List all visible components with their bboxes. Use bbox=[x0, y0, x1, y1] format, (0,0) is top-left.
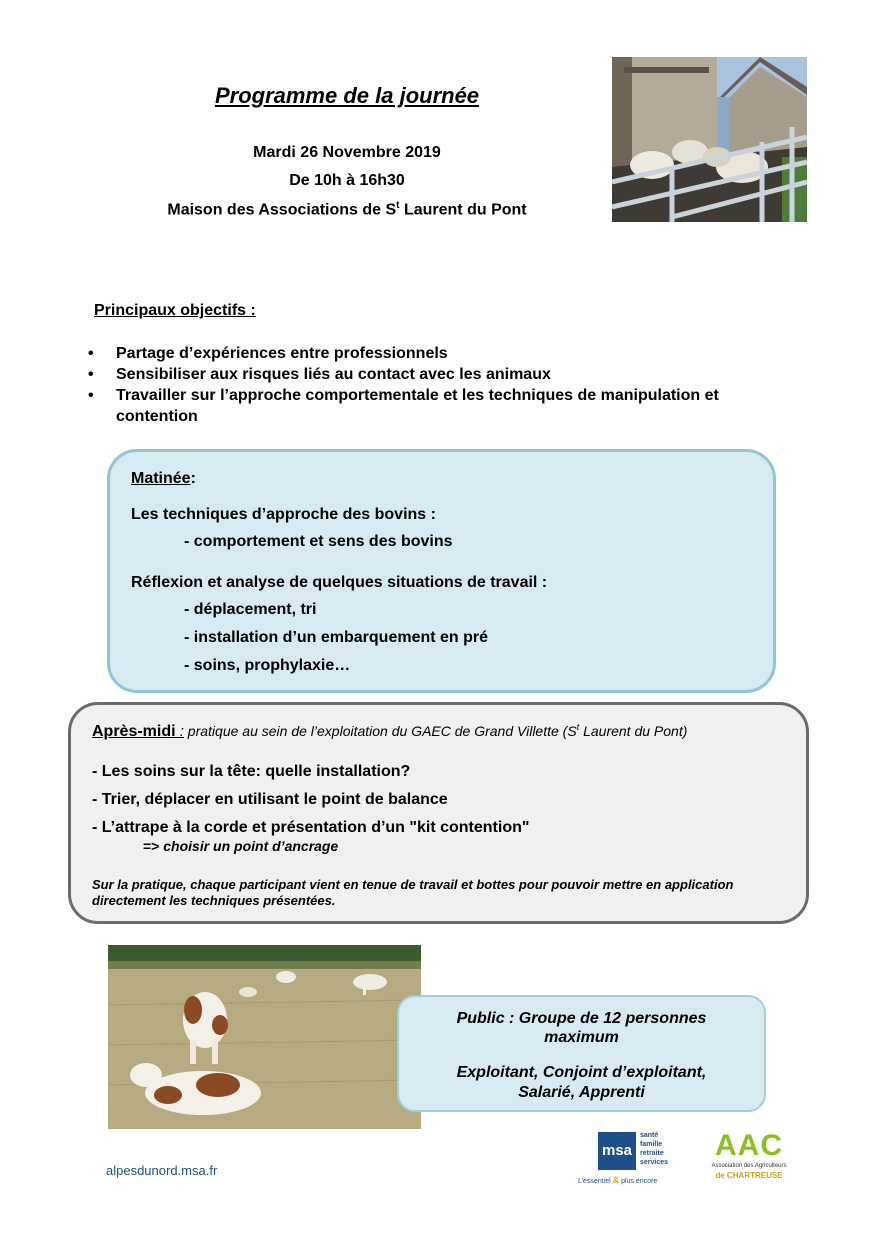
msa-tagline: santé famille retraite services bbox=[640, 1132, 669, 1166]
afternoon-note: Sur la pratique, chaque participant vient en tenue de travail et bottes pour pouvoir mettre en application directement les techniques présentées. bbox=[92, 877, 734, 908]
afternoon-item: - Trier, déplacer en utilisant le point de balance bbox=[92, 791, 448, 808]
morning-item: - comportement et sens des bovins bbox=[184, 533, 453, 550]
objectives-heading: Principaux objectifs : bbox=[94, 302, 256, 319]
place-suffix: Laurent du Pont bbox=[399, 201, 527, 219]
bullet-icon: • bbox=[88, 387, 94, 404]
afternoon-subnote: => choisir un point d’ancrage bbox=[143, 838, 339, 854]
audience-roles: Exploitant, Conjoint d’exploitant, Salarié, Apprenti bbox=[456, 1064, 707, 1101]
morning-section-1: Les techniques d’approche des bovins : bbox=[131, 506, 436, 523]
morning-heading: Matinée: bbox=[131, 470, 196, 487]
event-place bbox=[0, 200, 694, 219]
afternoon-item: - L’attrape à la corde et présentation d’un "kit contention" bbox=[92, 819, 530, 836]
objective-item: • Travailler sur l’approche comportementale et les techniques de manipulation et contention bbox=[88, 387, 719, 425]
event-date: Mardi 26 Novembre 2019 bbox=[253, 144, 441, 161]
morning-item: - soins, prophylaxie… bbox=[184, 657, 351, 674]
objective-item: • Partage d’expériences entre professionnels bbox=[88, 345, 448, 362]
morning-item: - installation d’un embarquement en pré bbox=[184, 629, 489, 646]
aac-logo: AAC Association des Agriculteurs de CHARTREUSE bbox=[711, 1129, 787, 1180]
objective-item: • Sensibiliser aux risques liés au contact avec les animaux bbox=[88, 366, 551, 383]
objectives-list bbox=[88, 343, 798, 427]
msa-logo: msa santé famille retraite services L’essentiel & plus encore bbox=[578, 1132, 669, 1185]
bullet-icon: • bbox=[88, 345, 94, 362]
msa-slogan: L’essentiel & plus encore bbox=[578, 1175, 658, 1185]
bullet-icon: • bbox=[88, 366, 94, 383]
afternoon-item: - Les soins sur la tête: quelle installation? bbox=[92, 763, 411, 780]
place-superscript: t bbox=[396, 200, 400, 211]
afternoon-heading-line: Après-midi : pratique au sein de l’exploitation du GAEC de Grand Villette ($S^t$ Laurent du Pont) bbox=[92, 722, 688, 740]
morning-section-2: Réflexion et analyse de quelques situations de travail : bbox=[131, 574, 548, 591]
cows-field-photo bbox=[108, 945, 421, 1129]
audience-group: Public : Groupe de 12 personnes maximum bbox=[456, 1010, 707, 1046]
website-link[interactable]: alpesdunord.msa.fr bbox=[106, 1163, 218, 1178]
afternoon-heading: Après-midi bbox=[92, 723, 176, 740]
place-prefix: Maison des Associations de S bbox=[167, 201, 397, 219]
page-title: Programme de la journée bbox=[214, 83, 480, 108]
barn-cattle-photo bbox=[612, 57, 807, 222]
event-hours: De 10h à 16h30 bbox=[289, 172, 405, 189]
morning-item: - déplacement, tri bbox=[184, 601, 317, 618]
